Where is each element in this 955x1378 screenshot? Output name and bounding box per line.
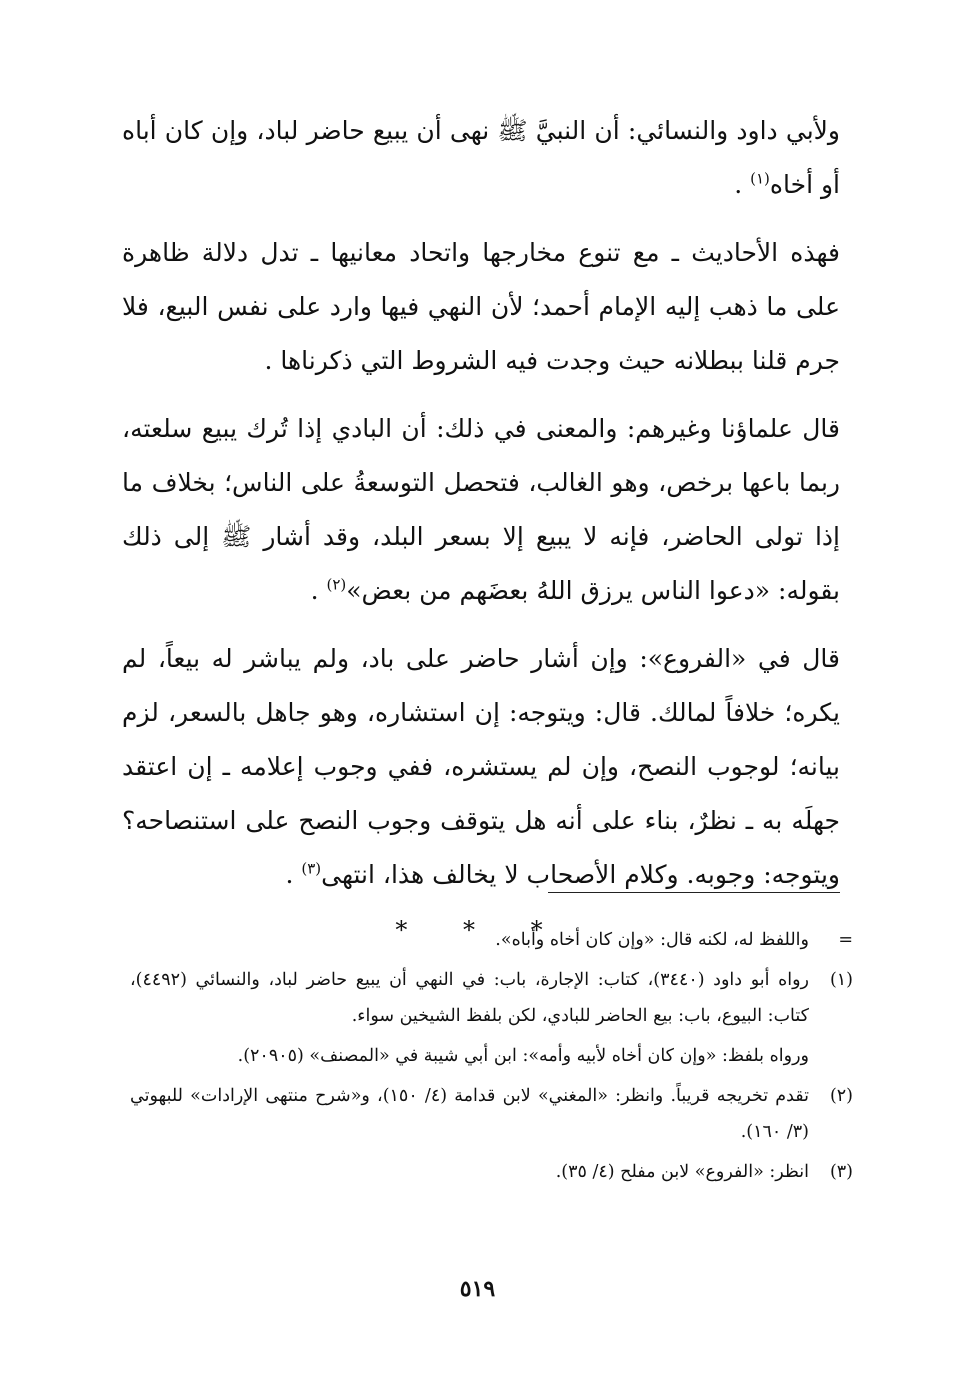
paragraph-2 xyxy=(122,226,840,388)
paragraph-text: قال في «الفروع»: وإن أشار حاضر على باد، ولم يباشر له بيعاً، لم يكره؛ خلافاً لمالك. قال: ويتوجه: إن استشاره، وهو جاهل بالسعر، لزم بيانه؛ لوجوب النصح، وإن لم يستشره، ففي وجوب إعلامه ـ إن اعتقد جهلَه به ـ نظرٌ، بناء على أنه هل يتوقف وجوب النصح على استنصاحه؟ ويتوجه: وجوبه. وكلام الأصحاب لا يخالف هذا، انتهى xyxy=(122,644,840,889)
footnote-1 xyxy=(130,962,853,1034)
footnote-text: رواه أبو داود (٣٤٤٠)، كتاب: الإجارة، باب: في النهي أن يبيع حاضر لباد، والنسائي (٤٤٩٢)، كتاب: البيوع، باب: بيع الحاضر للبادي، لكن بلفظ الشيخين سواء. xyxy=(130,970,810,1026)
paragraph-tail: . xyxy=(285,860,302,889)
footnote-divider xyxy=(548,892,840,893)
footnote-number: = xyxy=(838,930,853,950)
footnote-text: انظر: «الفروع» لابن مفلح (٤/ ٣٥). xyxy=(555,1162,809,1182)
footnote-ref: (١) xyxy=(750,169,770,188)
footnote-1-addendum xyxy=(130,1038,853,1074)
paragraph-3 xyxy=(122,402,840,618)
paragraph-text: فهذه الأحاديث ـ مع تنوع مخارجها واتحاد معانيها ـ تدل دلالة ظاهرة على ما ذهب إليه الإمام أحمد؛ لأن النهي فيها وارد على نفس البيع، فلا جرم قلنا ببطلانه حيث وجدت فيه الشروط التي ذكرناها . xyxy=(122,238,840,375)
main-text xyxy=(122,104,840,944)
footnote-ref: (٢) xyxy=(326,575,347,594)
section-separator: * * * xyxy=(395,916,567,944)
footnote-text: تقدم تخريجه قريباً. وانظر: «المغني» لابن قدامة (٤/ ١٥٠)، و«شرح منتهى الإرادات» للبهوتي (٣/ ١٦٠). xyxy=(130,1086,809,1142)
footnote-2 xyxy=(130,1078,853,1150)
paragraph-text: ولأبي داود والنسائي: أن النبيَّ ﷺ نهى أن يبيع حاضر لباد، وإن كان أباه أو أخاه xyxy=(122,116,840,199)
page-number: ٥١٩ xyxy=(459,1276,496,1302)
paragraph-text: قال علماؤنا وغيرهم: والمعنى في ذلك: أن البادي إذا تُرك يبيع سلعته، ربما باعها برخص، وهو الغالب، فتحصل التوسعةُ على الناس؛ بخلاف ما إذا تولى الحاضر، فإنه لا يبيع إلا بسعر البلد، وقد أشار ﷺ إلى ذلك بقوله: «دعوا الناس يرزق اللهُ بعضَهم من بعض» xyxy=(122,414,840,605)
footnotes xyxy=(130,922,853,1194)
footnote-number: (٢) xyxy=(829,1086,853,1106)
paragraph-4 xyxy=(122,632,840,902)
footnote-ref: (٣) xyxy=(301,859,322,878)
footnote-number: (١) xyxy=(829,970,853,990)
paragraph-tail: . xyxy=(734,170,751,199)
footnote-continuation xyxy=(130,922,853,958)
footnote-text: واللفظ له، لكنه قال: «وإن كان أخاه وأباه». xyxy=(495,930,809,950)
footnote-text: ورواه بلفظ: «وإن كان أخاه لأبيه وأمه»: ابن أبي شيبة في «المصنف» (٢٠٩٠٥). xyxy=(237,1046,809,1066)
footnote-number: (٣) xyxy=(829,1162,853,1182)
paragraph-1 xyxy=(122,104,840,212)
footnote-3 xyxy=(130,1154,853,1190)
paragraph-tail: . xyxy=(310,576,327,605)
